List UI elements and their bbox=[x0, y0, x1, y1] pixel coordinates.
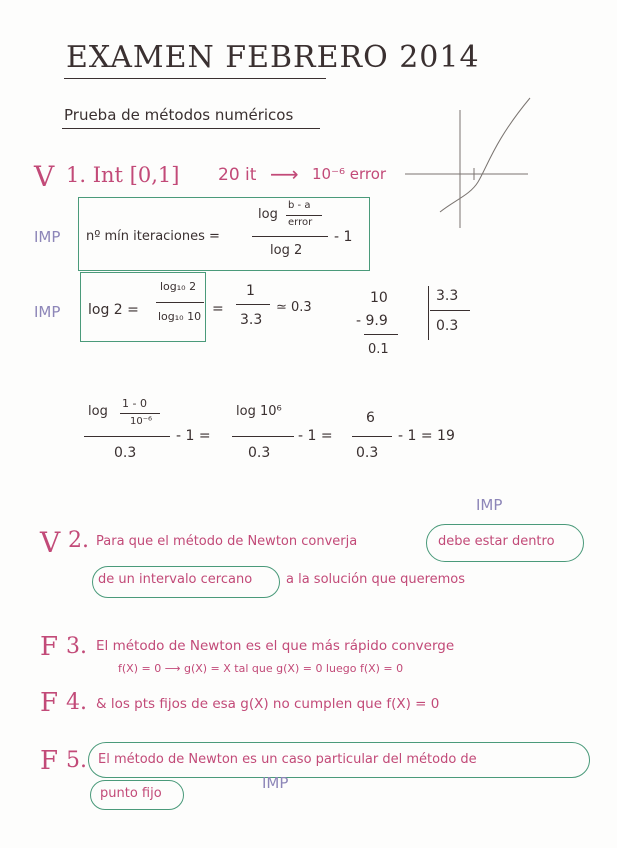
q2-text-line1b: debe estar dentro bbox=[438, 534, 555, 549]
formula2-approx: ≃ 0.3 bbox=[276, 300, 312, 315]
q3-text-line1: El método de Newton es el que más rápido converge bbox=[96, 638, 455, 654]
formula1-inner-bar bbox=[286, 215, 322, 216]
q3-number: 3. bbox=[66, 634, 87, 659]
q5-number: 5. bbox=[66, 748, 87, 773]
formula2-frac-top: log₁₀ 2 bbox=[160, 280, 197, 293]
formula3-bar3 bbox=[352, 436, 392, 437]
formula1-den: log 2 bbox=[270, 243, 303, 258]
q4-number: 4. bbox=[66, 690, 87, 715]
division-quotient-top: 3.3 bbox=[436, 288, 459, 304]
formula3-inner-top: 1 - 0 bbox=[122, 397, 147, 410]
imp-tag-3: IMP bbox=[476, 496, 503, 514]
division-bracket bbox=[428, 286, 430, 340]
q5-text-line2: punto fijo bbox=[100, 786, 162, 801]
formula1-fraction-bar bbox=[252, 236, 328, 237]
formula2-equals: = bbox=[212, 301, 224, 317]
q2-text-line2a: de un intervalo cercano bbox=[98, 572, 253, 587]
formula3-den2: 0.3 bbox=[248, 445, 271, 461]
q1-label: 1. Int [0,1] bbox=[66, 163, 180, 187]
division-subtract: - 9.9 bbox=[356, 313, 388, 329]
division-quotient-bot: 0.3 bbox=[436, 318, 459, 334]
formula3-den3: 0.3 bbox=[356, 445, 379, 461]
q2-number: 2. bbox=[68, 528, 89, 553]
formula1-num-top: b - a bbox=[288, 200, 311, 211]
imp-tag-4: IMP bbox=[262, 774, 289, 792]
formula3-minus1: - 1 = bbox=[176, 428, 211, 444]
formula3-bar1 bbox=[84, 436, 170, 437]
division-remainder: 0.1 bbox=[368, 342, 389, 357]
imp-tag-1: IMP bbox=[34, 228, 61, 246]
formula2-frac2-bar bbox=[236, 304, 270, 305]
formula1-lhs: nº mín iteraciones = bbox=[86, 229, 220, 244]
division-quotient-bar bbox=[430, 310, 470, 311]
formula3-inner-bar bbox=[120, 413, 160, 414]
q4-text-line1: & los pts fijos de esa g(X) no cumplen que f(X) = 0 bbox=[96, 696, 440, 712]
formula3-log-num: log 10⁶ bbox=[236, 404, 282, 419]
formula2-frac2-top: 1 bbox=[246, 283, 255, 299]
formula3-num3: 6 bbox=[366, 410, 375, 426]
q1-arrow: ⟶ bbox=[270, 162, 299, 186]
formula3-log: log bbox=[88, 404, 108, 419]
q1-verdict-mark: V bbox=[34, 160, 55, 193]
formula1-num-log: log bbox=[258, 207, 278, 222]
formula3-bar2 bbox=[232, 436, 294, 437]
formula3-den1: 0.3 bbox=[114, 445, 137, 461]
q4-verdict-mark: F bbox=[40, 688, 59, 718]
formula1-tail: - 1 bbox=[334, 229, 353, 245]
q5-verdict-mark: F bbox=[40, 746, 59, 776]
page-subtitle: Prueba de métodos numéricos bbox=[64, 106, 294, 124]
formula2-frac-bot: log₁₀ 10 bbox=[158, 310, 202, 323]
division-dividend: 10 bbox=[370, 290, 388, 306]
q5-text-line1: El método de Newton es un caso particular del método de bbox=[98, 752, 477, 767]
formula2-frac2-bot: 3.3 bbox=[240, 312, 263, 328]
division-bar bbox=[364, 334, 398, 335]
q1-iterations: 20 it bbox=[218, 165, 257, 185]
formula3-result: - 1 = 19 bbox=[398, 428, 455, 444]
formula2-lhs: log 2 = bbox=[88, 302, 139, 318]
q2-text-line1a: Para que el método de Newton converja bbox=[96, 534, 358, 549]
page-title: EXAMEN FEBRERO 2014 bbox=[66, 40, 480, 75]
q3-verdict-mark: F bbox=[40, 632, 59, 662]
formula3-minus2: - 1 = bbox=[298, 428, 333, 444]
q2-verdict-mark: V bbox=[40, 526, 61, 559]
q2-text-line2b: a la solución que queremos bbox=[286, 572, 466, 587]
formula2-fraction-bar bbox=[156, 302, 204, 303]
formula3-inner-bot: 10⁻⁶ bbox=[130, 416, 153, 427]
imp-tag-2: IMP bbox=[34, 303, 61, 321]
q1-tolerance: 10⁻⁶ error bbox=[312, 165, 387, 183]
formula1-num-bot: error bbox=[288, 217, 313, 228]
q3-text-line2: f(X) = 0 ⟶ g(X) = X tal que g(X) = 0 luego f(X) = 0 bbox=[118, 662, 404, 675]
